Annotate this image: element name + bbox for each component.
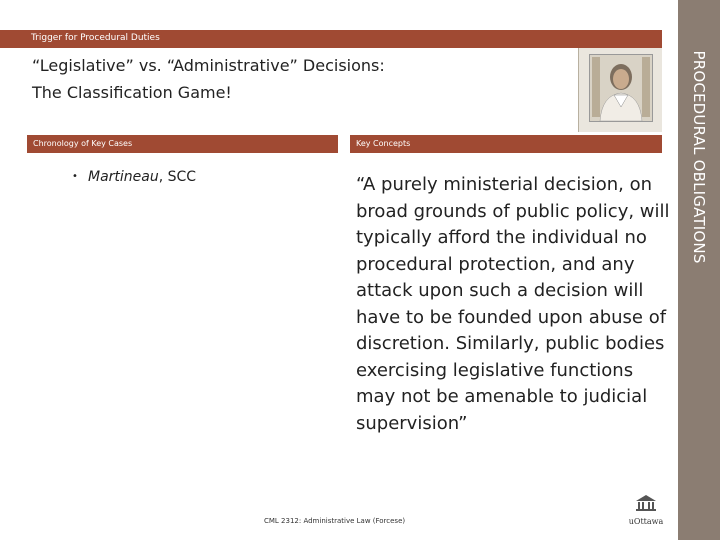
slide-title-line-1: “Legislative” vs. “Administrative” Decisions: <box>32 56 385 75</box>
slide-title-line-2: The Classification Game! <box>32 83 232 102</box>
case-name: Martineau <box>88 169 159 185</box>
case-court: , SCC <box>158 169 197 185</box>
footer-text: CML 2312: Administrative Law (Forcese) <box>264 517 406 525</box>
logo-text: uOttawa <box>628 517 664 526</box>
slide-title <box>32 52 572 106</box>
right-column-heading: Key Concepts <box>356 139 411 148</box>
portrait-image <box>578 48 662 132</box>
bullet-icon: • <box>72 171 78 182</box>
university-logo <box>622 494 670 526</box>
building-icon <box>635 494 657 512</box>
sidebar-title: PROCEDURAL OBLIGATIONS <box>690 50 708 264</box>
portrait-frame <box>589 54 653 122</box>
case-list-item <box>72 169 196 185</box>
portrait-figure-icon <box>590 55 652 121</box>
header-bar <box>0 30 662 48</box>
left-column-heading: Chronology of Key Cases <box>33 139 133 148</box>
left-column-header <box>27 135 338 153</box>
sidebar <box>678 0 720 540</box>
header-label: Trigger for Procedural Duties <box>31 33 160 43</box>
key-concept-quote: “A purely ministerial decision, on broad grounds of public policy, will typically afford the individual no procedural protection, and any attack upon such a decision will have to be founded upon abuse of discretion. Similarly, public bodies exercising legislative functions may not be amenable to judicial supervision” <box>356 174 670 434</box>
right-column-header <box>350 135 662 153</box>
